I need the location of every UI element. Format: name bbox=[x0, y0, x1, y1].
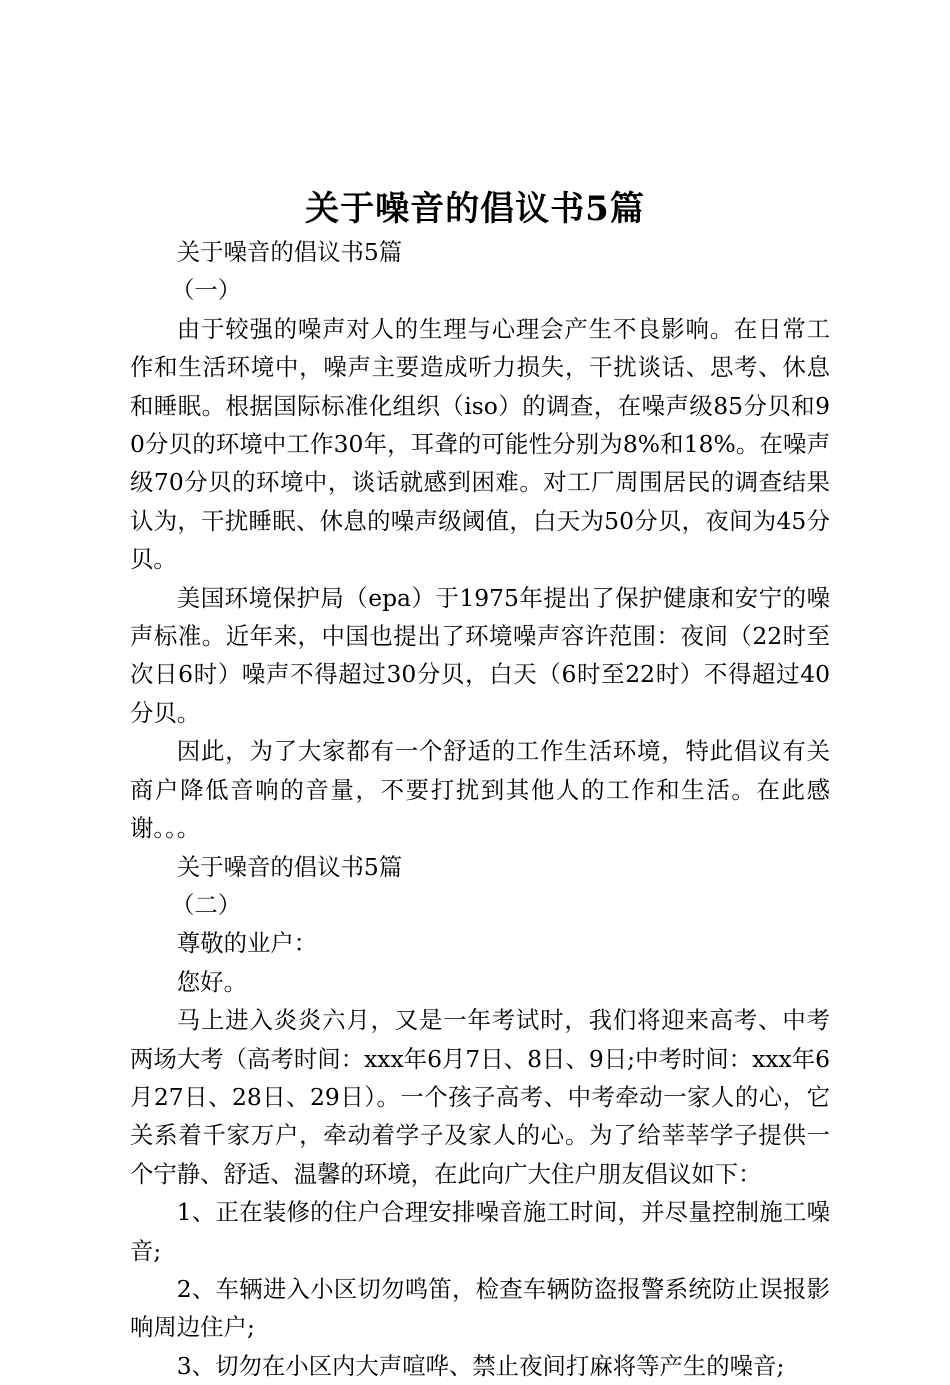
document-body bbox=[130, 233, 830, 1385]
paragraph: 由于较强的噪声对人的生理与心理会产生不良影响。在日常工作和生活环境中，噪声主要造成听力损失，干扰谈话、思考、休息和睡眠。根据国际标准化组织（iso）的调查，在噪声级85分贝和90分贝的环境中工作30年，耳聋的可能性分别为8%和18%。在噪声级70分贝的环境中，谈话就感到困难。对工厂周围居民的调查结果认为，干扰睡眠、休息的噪声级阈值，白天为50分贝，夜间为45分贝。 bbox=[130, 314, 830, 574]
part-number: （二） bbox=[170, 890, 242, 919]
list-item: 1、正在装修的住户合理安排噪音施工时间，并尽量控制施工噪音; bbox=[130, 1198, 830, 1265]
paragraph: 因此，为了大家都有一个舒适的工作生活环境，特此倡议有关商户降低音响的音量，不要打扰到其他人的工作和生活。在此感谢。。。 bbox=[130, 737, 830, 843]
document-title: 关于噪音的倡议书5篇 bbox=[305, 189, 645, 229]
salutation: 尊敬的业户： bbox=[176, 929, 318, 958]
greeting: 您好。 bbox=[176, 967, 247, 996]
list-item: 2、车辆进入小区切勿鸣笛，检查车辆防盗报警系统防止误报影响周边住户; bbox=[130, 1274, 830, 1342]
section-heading: 关于噪音的倡议书5篇 bbox=[176, 238, 403, 266]
list-item: 3、切勿在小区内大声喧哗、禁止夜间打麻将等产生的噪音; bbox=[176, 1351, 785, 1380]
paragraph: 马上进入炎炎六月，又是一年考试时，我们将迎来高考、中考两场大考（高考时间：xxx年6月7日、8日、9日;中考时间：xxx年6月27日、28日、29日）。一个孩子高考、中考牵动一家人的心，它关系着千家万户，牵动着学子及家人的心。为了给莘莘学子提供一个宁静、舒适、温馨的环境，在此向广大住户朋友倡议如下： bbox=[130, 1006, 830, 1188]
part-number: （一） bbox=[170, 276, 242, 305]
paragraph: 美国环境保护局（epa）于1975年提出了保护健康和安宁的噪声标准。近年来，中国也提出了环境噪声容许范围：夜间（22时至次日6时）噪声不得超过30分贝，白天（6时至22时）不得超过40分贝。 bbox=[130, 583, 830, 727]
section-heading: 关于噪音的倡议书5篇 bbox=[176, 852, 403, 881]
